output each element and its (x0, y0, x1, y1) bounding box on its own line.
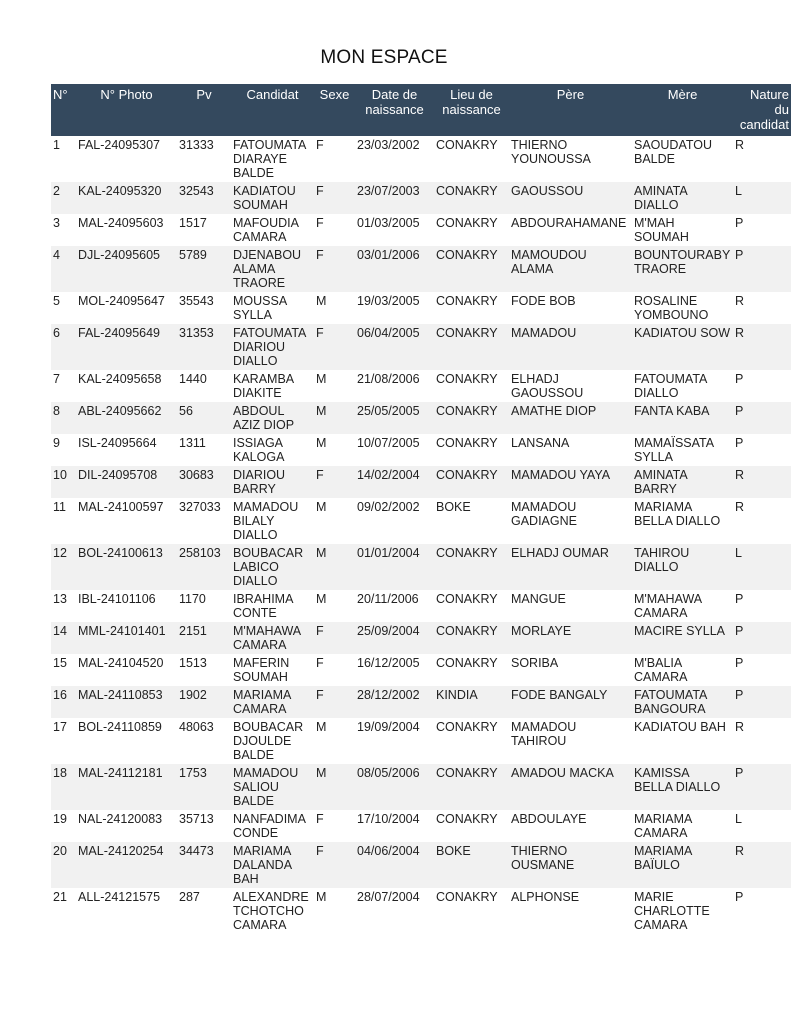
cell-pere: MAMADOU TAHIROU (509, 718, 632, 764)
cell-nature: R (733, 292, 791, 324)
header-photo: N° Photo (76, 84, 177, 136)
cell-number: 1 (51, 136, 76, 182)
cell-date-naissance: 28/12/2002 (355, 686, 434, 718)
cell-mere: KADIATOU SOW (632, 324, 733, 370)
cell-nature: R (733, 842, 791, 888)
cell-mere: FANTA KABA (632, 402, 733, 434)
cell-candidat: MARIAMA DALANDA BAH (231, 842, 314, 888)
cell-candidat: MOUSSA SYLLA (231, 292, 314, 324)
cell-mere: TAHIROU DIALLO (632, 544, 733, 590)
cell-photo: NAL-24120083 (76, 810, 177, 842)
cell-candidat: FATOUMATA DIARAYE BALDE (231, 136, 314, 182)
cell-date-naissance: 20/11/2006 (355, 590, 434, 622)
cell-pv: 35543 (177, 292, 231, 324)
cell-lieu-naissance: CONAKRY (434, 246, 509, 292)
cell-pv: 258103 (177, 544, 231, 590)
cell-pv: 1902 (177, 686, 231, 718)
cell-photo: DJL-24095605 (76, 246, 177, 292)
cell-photo: MAL-24110853 (76, 686, 177, 718)
cell-pv: 35713 (177, 810, 231, 842)
cell-candidat: BOUBACAR DJOULDE BALDE (231, 718, 314, 764)
cell-pv: 1513 (177, 654, 231, 686)
table-row (51, 622, 791, 654)
cell-lieu-naissance: CONAKRY (434, 324, 509, 370)
cell-nature: R (733, 324, 791, 370)
cell-mere: M'MAH SOUMAH (632, 214, 733, 246)
cell-date-naissance: 25/05/2005 (355, 402, 434, 434)
table-row (51, 292, 791, 324)
cell-mere: M'BALIA CAMARA (632, 654, 733, 686)
cell-number: 17 (51, 718, 76, 764)
cell-sexe: F (314, 466, 355, 498)
cell-nature: P (733, 402, 791, 434)
cell-mere: MARIAMA BELLA DIALLO (632, 498, 733, 544)
cell-candidat: BOUBACAR LABICO DIALLO (231, 544, 314, 590)
cell-date-naissance: 28/07/2004 (355, 888, 434, 934)
cell-photo: FAL-24095307 (76, 136, 177, 182)
cell-sexe: F (314, 246, 355, 292)
cell-pere: ELHADJ GAOUSSOU (509, 370, 632, 402)
header-date-naissance: Date de naissance (355, 84, 434, 136)
cell-nature: L (733, 810, 791, 842)
cell-nature: R (733, 718, 791, 764)
cell-pere: MAMADOU YAYA (509, 466, 632, 498)
cell-pere: THIERNO OUSMANE (509, 842, 632, 888)
cell-number: 3 (51, 214, 76, 246)
cell-candidat: MAMADOU SALIOU BALDE (231, 764, 314, 810)
cell-date-naissance: 01/01/2004 (355, 544, 434, 590)
cell-pv: 30683 (177, 466, 231, 498)
cell-sexe: M (314, 544, 355, 590)
table-row (51, 590, 791, 622)
cell-mere: MACIRE SYLLA (632, 622, 733, 654)
table-row (51, 654, 791, 686)
cell-sexe: M (314, 370, 355, 402)
cell-photo: MML-24101401 (76, 622, 177, 654)
cell-mere: KAMISSA BELLA DIALLO (632, 764, 733, 810)
cell-date-naissance: 17/10/2004 (355, 810, 434, 842)
cell-mere: KADIATOU BAH (632, 718, 733, 764)
cell-sexe: F (314, 842, 355, 888)
cell-candidat: ALEXANDRE TCHOTCHO CAMARA (231, 888, 314, 934)
cell-photo: BOL-24100613 (76, 544, 177, 590)
table-row (51, 434, 791, 466)
cell-lieu-naissance: CONAKRY (434, 370, 509, 402)
cell-lieu-naissance: CONAKRY (434, 292, 509, 324)
cell-candidat: M'MAHAWA CAMARA (231, 622, 314, 654)
cell-pv: 1311 (177, 434, 231, 466)
candidates-table-wrapper (51, 84, 791, 934)
cell-pere: GAOUSSOU (509, 182, 632, 214)
cell-number: 20 (51, 842, 76, 888)
cell-mere: MARIAMA BAÏULO (632, 842, 733, 888)
cell-sexe: F (314, 654, 355, 686)
cell-date-naissance: 03/01/2006 (355, 246, 434, 292)
cell-pv: 2151 (177, 622, 231, 654)
candidates-table (51, 84, 791, 934)
cell-lieu-naissance: CONAKRY (434, 544, 509, 590)
cell-date-naissance: 06/04/2005 (355, 324, 434, 370)
cell-date-naissance: 04/06/2004 (355, 842, 434, 888)
cell-pv: 327033 (177, 498, 231, 544)
cell-date-naissance: 23/03/2002 (355, 136, 434, 182)
cell-sexe: F (314, 810, 355, 842)
cell-photo: BOL-24110859 (76, 718, 177, 764)
cell-pv: 1517 (177, 214, 231, 246)
table-row (51, 686, 791, 718)
cell-sexe: F (314, 182, 355, 214)
cell-date-naissance: 09/02/2002 (355, 498, 434, 544)
cell-pere: ELHADJ OUMAR (509, 544, 632, 590)
cell-nature: P (733, 434, 791, 466)
cell-candidat: ABDOUL AZIZ DIOP (231, 402, 314, 434)
table-row (51, 544, 791, 590)
cell-number: 16 (51, 686, 76, 718)
cell-mere: ROSALINE YOMBOUNO (632, 292, 733, 324)
cell-number: 12 (51, 544, 76, 590)
cell-date-naissance: 19/03/2005 (355, 292, 434, 324)
cell-photo: FAL-24095649 (76, 324, 177, 370)
table-header-row (51, 84, 791, 136)
page-title: MON ESPACE (320, 47, 448, 68)
cell-pere: MANGUE (509, 590, 632, 622)
cell-sexe: M (314, 498, 355, 544)
cell-photo: MAL-24104520 (76, 654, 177, 686)
cell-mere: SAOUDATOU BALDE (632, 136, 733, 182)
cell-date-naissance: 10/07/2005 (355, 434, 434, 466)
cell-lieu-naissance: CONAKRY (434, 136, 509, 182)
table-body (51, 136, 791, 934)
cell-photo: ALL-24121575 (76, 888, 177, 934)
cell-pere: ABDOULAYE (509, 810, 632, 842)
cell-lieu-naissance: CONAKRY (434, 718, 509, 764)
cell-lieu-naissance: CONAKRY (434, 466, 509, 498)
table-row (51, 842, 791, 888)
cell-candidat: DIARIOU BARRY (231, 466, 314, 498)
cell-pv: 287 (177, 888, 231, 934)
cell-sexe: F (314, 136, 355, 182)
cell-mere: M'MAHAWA CAMARA (632, 590, 733, 622)
cell-sexe: M (314, 590, 355, 622)
cell-number: 10 (51, 466, 76, 498)
cell-nature: P (733, 654, 791, 686)
cell-lieu-naissance: CONAKRY (434, 590, 509, 622)
cell-nature: P (733, 888, 791, 934)
cell-number: 6 (51, 324, 76, 370)
cell-candidat: ISSIAGA KALOGA (231, 434, 314, 466)
cell-mere: AMINATA DIALLO (632, 182, 733, 214)
cell-mere: AMINATA BARRY (632, 466, 733, 498)
cell-candidat: MARIAMA CAMARA (231, 686, 314, 718)
table-row (51, 498, 791, 544)
cell-sexe: F (314, 622, 355, 654)
cell-nature: P (733, 622, 791, 654)
cell-mere: FATOUMATA BANGOURA (632, 686, 733, 718)
cell-pv: 1170 (177, 590, 231, 622)
cell-pv: 32543 (177, 182, 231, 214)
cell-nature: R (733, 498, 791, 544)
cell-date-naissance: 25/09/2004 (355, 622, 434, 654)
cell-pv: 31333 (177, 136, 231, 182)
table-header (51, 84, 791, 136)
cell-number: 19 (51, 810, 76, 842)
cell-nature: L (733, 182, 791, 214)
cell-lieu-naissance: CONAKRY (434, 622, 509, 654)
cell-number: 11 (51, 498, 76, 544)
cell-sexe: M (314, 434, 355, 466)
cell-pv: 31353 (177, 324, 231, 370)
cell-number: 15 (51, 654, 76, 686)
cell-nature: P (733, 214, 791, 246)
cell-pere: SORIBA (509, 654, 632, 686)
cell-number: 14 (51, 622, 76, 654)
table-row (51, 246, 791, 292)
cell-pv: 1440 (177, 370, 231, 402)
cell-photo: DIL-24095708 (76, 466, 177, 498)
cell-sexe: F (314, 324, 355, 370)
cell-number: 8 (51, 402, 76, 434)
header-sexe: Sexe (314, 84, 355, 136)
header-mere: Mère (632, 84, 733, 136)
cell-candidat: DJENABOU ALAMA TRAORE (231, 246, 314, 292)
table-row (51, 214, 791, 246)
cell-sexe: M (314, 292, 355, 324)
header-pv: Pv (177, 84, 231, 136)
cell-number: 18 (51, 764, 76, 810)
cell-pere: ABDOURAHAMANE (509, 214, 632, 246)
cell-sexe: M (314, 402, 355, 434)
header-nature: Nature du candidat (733, 84, 791, 136)
table-row (51, 718, 791, 764)
cell-date-naissance: 08/05/2006 (355, 764, 434, 810)
cell-sexe: M (314, 718, 355, 764)
cell-date-naissance: 01/03/2005 (355, 214, 434, 246)
table-row (51, 764, 791, 810)
cell-number: 4 (51, 246, 76, 292)
cell-pere: AMADOU MACKA (509, 764, 632, 810)
cell-lieu-naissance: BOKE (434, 842, 509, 888)
cell-lieu-naissance: CONAKRY (434, 764, 509, 810)
cell-lieu-naissance: CONAKRY (434, 434, 509, 466)
table-row (51, 370, 791, 402)
cell-lieu-naissance: CONAKRY (434, 810, 509, 842)
cell-candidat: MAMADOU BILALY DIALLO (231, 498, 314, 544)
cell-sexe: M (314, 888, 355, 934)
cell-pere: AMATHE DIOP (509, 402, 632, 434)
cell-date-naissance: 19/09/2004 (355, 718, 434, 764)
cell-date-naissance: 14/02/2004 (355, 466, 434, 498)
cell-number: 5 (51, 292, 76, 324)
header-pere: Père (509, 84, 632, 136)
cell-pere: MORLAYE (509, 622, 632, 654)
cell-candidat: KADIATOU SOUMAH (231, 182, 314, 214)
cell-nature: P (733, 370, 791, 402)
cell-photo: MAL-24112181 (76, 764, 177, 810)
cell-lieu-naissance: CONAKRY (434, 402, 509, 434)
cell-candidat: MAFOUDIA CAMARA (231, 214, 314, 246)
cell-pere: MAMOUDOU ALAMA (509, 246, 632, 292)
cell-candidat: KARAMBA DIAKITE (231, 370, 314, 402)
cell-mere: FATOUMATA DIALLO (632, 370, 733, 402)
cell-candidat: NANFADIMA CONDE (231, 810, 314, 842)
cell-pere: ALPHONSE (509, 888, 632, 934)
cell-date-naissance: 16/12/2005 (355, 654, 434, 686)
cell-sexe: F (314, 214, 355, 246)
cell-nature: P (733, 686, 791, 718)
cell-nature: P (733, 246, 791, 292)
cell-pere: MAMADOU (509, 324, 632, 370)
cell-pv: 5789 (177, 246, 231, 292)
cell-photo: ISL-24095664 (76, 434, 177, 466)
cell-date-naissance: 23/07/2003 (355, 182, 434, 214)
cell-pere: THIERNO YOUNOUSSA (509, 136, 632, 182)
cell-number: 13 (51, 590, 76, 622)
cell-photo: MAL-24100597 (76, 498, 177, 544)
cell-candidat: MAFERIN SOUMAH (231, 654, 314, 686)
cell-nature: P (733, 590, 791, 622)
cell-nature: L (733, 544, 791, 590)
cell-lieu-naissance: KINDIA (434, 686, 509, 718)
cell-date-naissance: 21/08/2006 (355, 370, 434, 402)
cell-pv: 48063 (177, 718, 231, 764)
cell-photo: MOL-24095647 (76, 292, 177, 324)
cell-number: 2 (51, 182, 76, 214)
cell-photo: KAL-24095320 (76, 182, 177, 214)
cell-photo: MAL-24120254 (76, 842, 177, 888)
cell-pv: 1753 (177, 764, 231, 810)
cell-nature: R (733, 466, 791, 498)
cell-sexe: F (314, 686, 355, 718)
cell-lieu-naissance: CONAKRY (434, 182, 509, 214)
cell-number: 21 (51, 888, 76, 934)
table-row (51, 888, 791, 934)
cell-mere: MARIE CHARLOTTE CAMARA (632, 888, 733, 934)
cell-mere: BOUNTOURABY TRAORE (632, 246, 733, 292)
cell-candidat: IBRAHIMA CONTE (231, 590, 314, 622)
table-row (51, 136, 791, 182)
cell-nature: P (733, 764, 791, 810)
cell-photo: MAL-24095603 (76, 214, 177, 246)
cell-sexe: M (314, 764, 355, 810)
cell-number: 7 (51, 370, 76, 402)
cell-photo: IBL-24101106 (76, 590, 177, 622)
cell-lieu-naissance: BOKE (434, 498, 509, 544)
cell-pv: 56 (177, 402, 231, 434)
cell-number: 9 (51, 434, 76, 466)
cell-photo: KAL-24095658 (76, 370, 177, 402)
cell-pere: FODE BOB (509, 292, 632, 324)
table-row (51, 182, 791, 214)
cell-pv: 34473 (177, 842, 231, 888)
cell-nature: R (733, 136, 791, 182)
cell-pere: FODE BANGALY (509, 686, 632, 718)
cell-mere: MARIAMA CAMARA (632, 810, 733, 842)
cell-lieu-naissance: CONAKRY (434, 654, 509, 686)
cell-photo: ABL-24095662 (76, 402, 177, 434)
table-row (51, 810, 791, 842)
cell-candidat: FATOUMATA DIARIOU DIALLO (231, 324, 314, 370)
cell-pere: MAMADOU GADIAGNE (509, 498, 632, 544)
header-number: N° (51, 84, 76, 136)
cell-lieu-naissance: CONAKRY (434, 888, 509, 934)
table-row (51, 402, 791, 434)
cell-pere: LANSANA (509, 434, 632, 466)
table-row (51, 466, 791, 498)
header-candidat: Candidat (231, 84, 314, 136)
table-row (51, 324, 791, 370)
cell-mere: MAMAÏSSATA SYLLA (632, 434, 733, 466)
header-lieu-naissance: Lieu de naissance (434, 84, 509, 136)
cell-lieu-naissance: CONAKRY (434, 214, 509, 246)
